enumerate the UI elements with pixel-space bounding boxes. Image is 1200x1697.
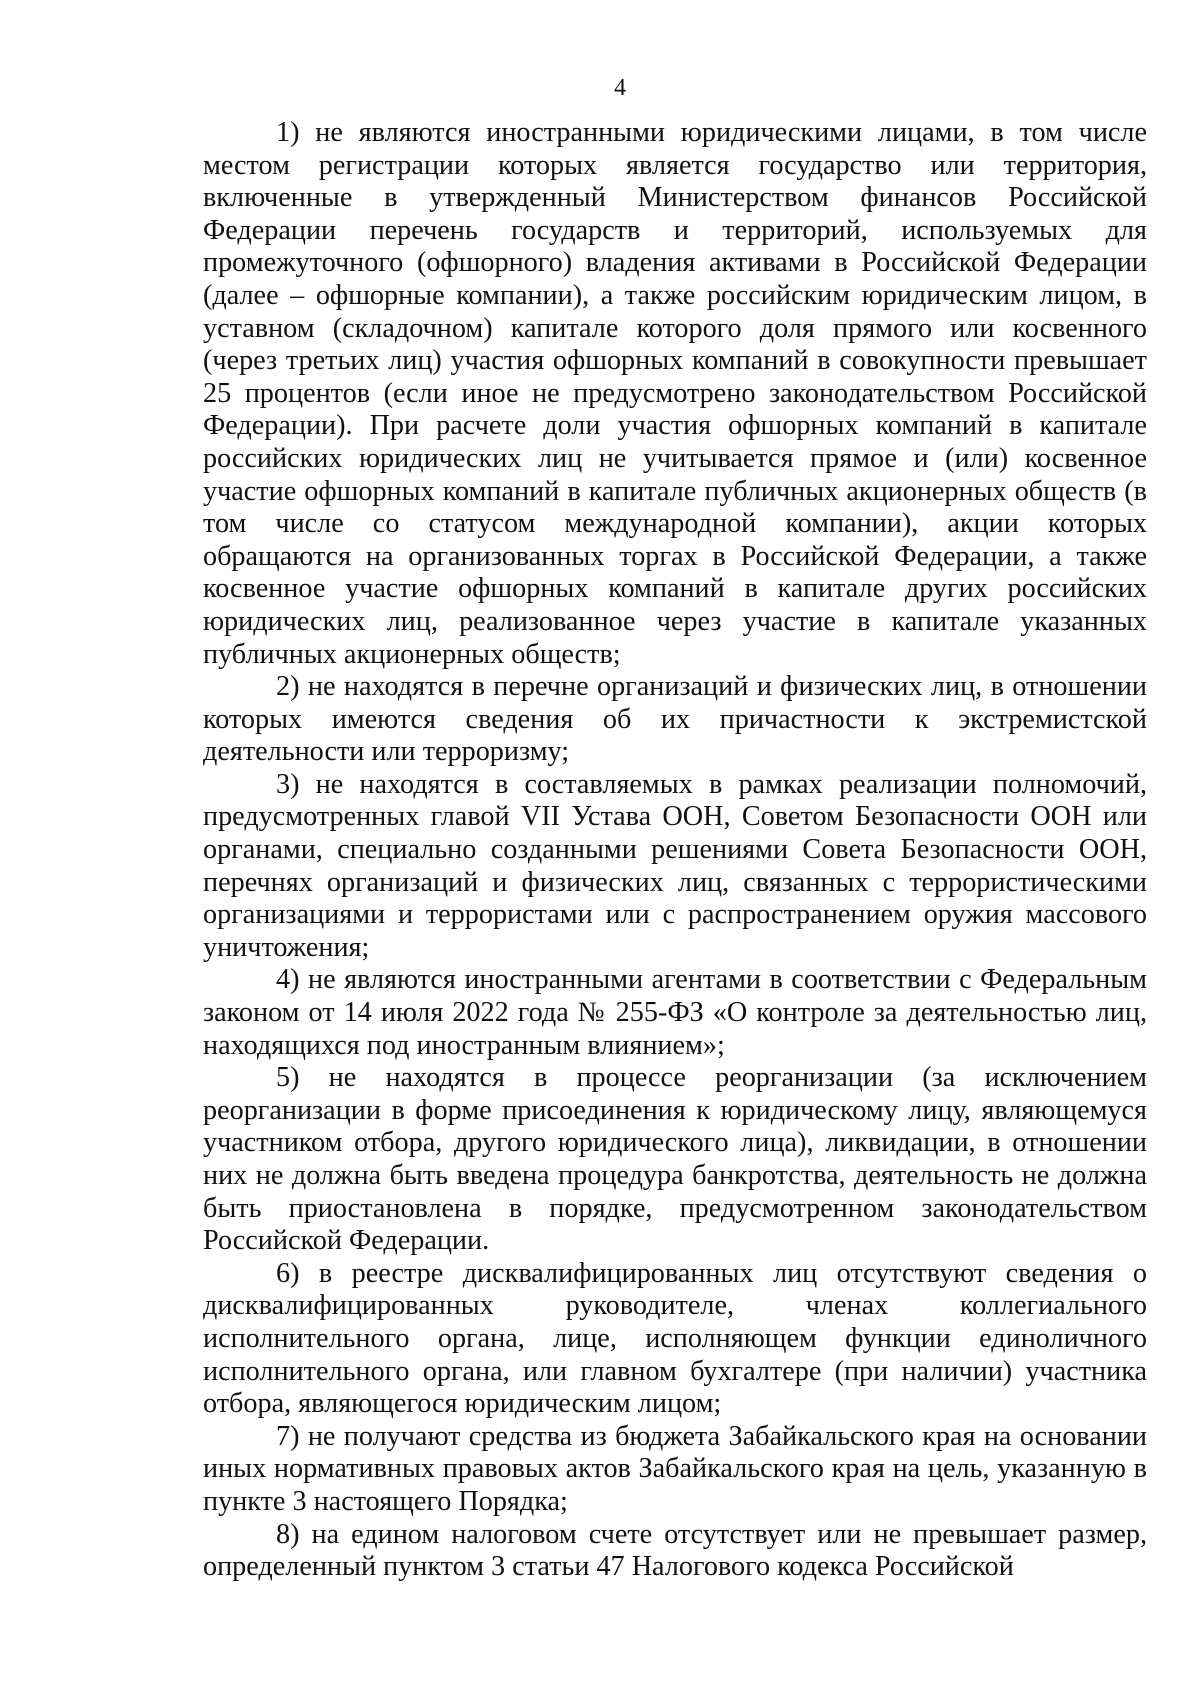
- list-item-8: 8) на едином налоговом счете отсутствует или не превышает размер, определенный пунктом 3 статьи 47 Налогового кодекса Российской: [203, 1518, 1147, 1583]
- page-number: 4: [614, 75, 626, 101]
- list-item-2: 2) не находятся в перечне организаций и физических лиц, в отношении которых имеются сведения об их причастности к экстремистской деятельности или терроризму;: [203, 671, 1147, 768]
- list-item-4: 4) не являются иностранными агентами в соответствии с Федеральным законом от 14 июля 2022 года № 255-ФЗ «О контроле за деятельностью лиц, находящихся под иностранным влиянием»;: [203, 964, 1147, 1061]
- list-item-5: 5) не находятся в процессе реорганизации (за исключением реорганизации в форме присоединения к юридическому лицу, являющемуся участником отбора, другого юридического лица), ликвидации, в отношении них не должна быть введена процедура банкротства, деятельность не должна быть приостановлена в порядке, предусмотренном законодательством Российской Федерации.: [203, 1062, 1147, 1257]
- document-body: [203, 117, 1147, 1584]
- list-item-3: 3) не находятся в составляемых в рамках реализации полномочий, предусмотренных главой VII Устава ООН, Советом Безопасности ООН или органами, специально созданными решениями Совета Безопасности ООН, перечнях организаций и физических лиц, связанных с террористическими организациями и террористами или с распространением оружия массового уничтожения;: [203, 768, 1147, 963]
- list-item-6: 6) в реестре дисквалифицированных лиц отсутствуют сведения о дисквалифицированных руководителе, членах коллегиального исполнительного органа, лице, исполняющем функции единоличного исполнительного органа, или главном бухгалтере (при наличии) участника отбора, являющегося юридическим лицом;: [203, 1257, 1147, 1420]
- list-item-1: 1) не являются иностранными юридическими лицами, в том числе местом регистрации которых является государство или территория, включенные в утвержденный Министерством финансов Российской Федерации перечень государств и территорий, используемых для промежуточного (офшорного) владения активами в Российской Федерации (далее – офшорные компании), а также российским юридическим лицом, в уставном (складочном) капитале которого доля прямого или косвенного (через третьих лиц) участия офшорных компаний в совокупности превышает 25 процентов (если иное не предусмотрено законодательством Российской Федерации). При расчете доли участия офшорных компаний в капитале российских юридических лиц не учитывается прямое и (или) косвенное участие офшорных компаний в капитале публичных акционерных обществ (в том числе со статусом международной компании), акции которых обращаются на организованных торгах в Российской Федерации, а также косвенное участие офшорных компаний в капитале других российских юридических лиц, реализованное через участие в капитале указанных публичных акционерных обществ;: [203, 117, 1147, 670]
- list-item-7: 7) не получают средства из бюджета Забайкальского края на основании иных нормативных правовых актов Забайкальского края на цель, указанную в пункте 3 настоящего Порядка;: [203, 1420, 1147, 1517]
